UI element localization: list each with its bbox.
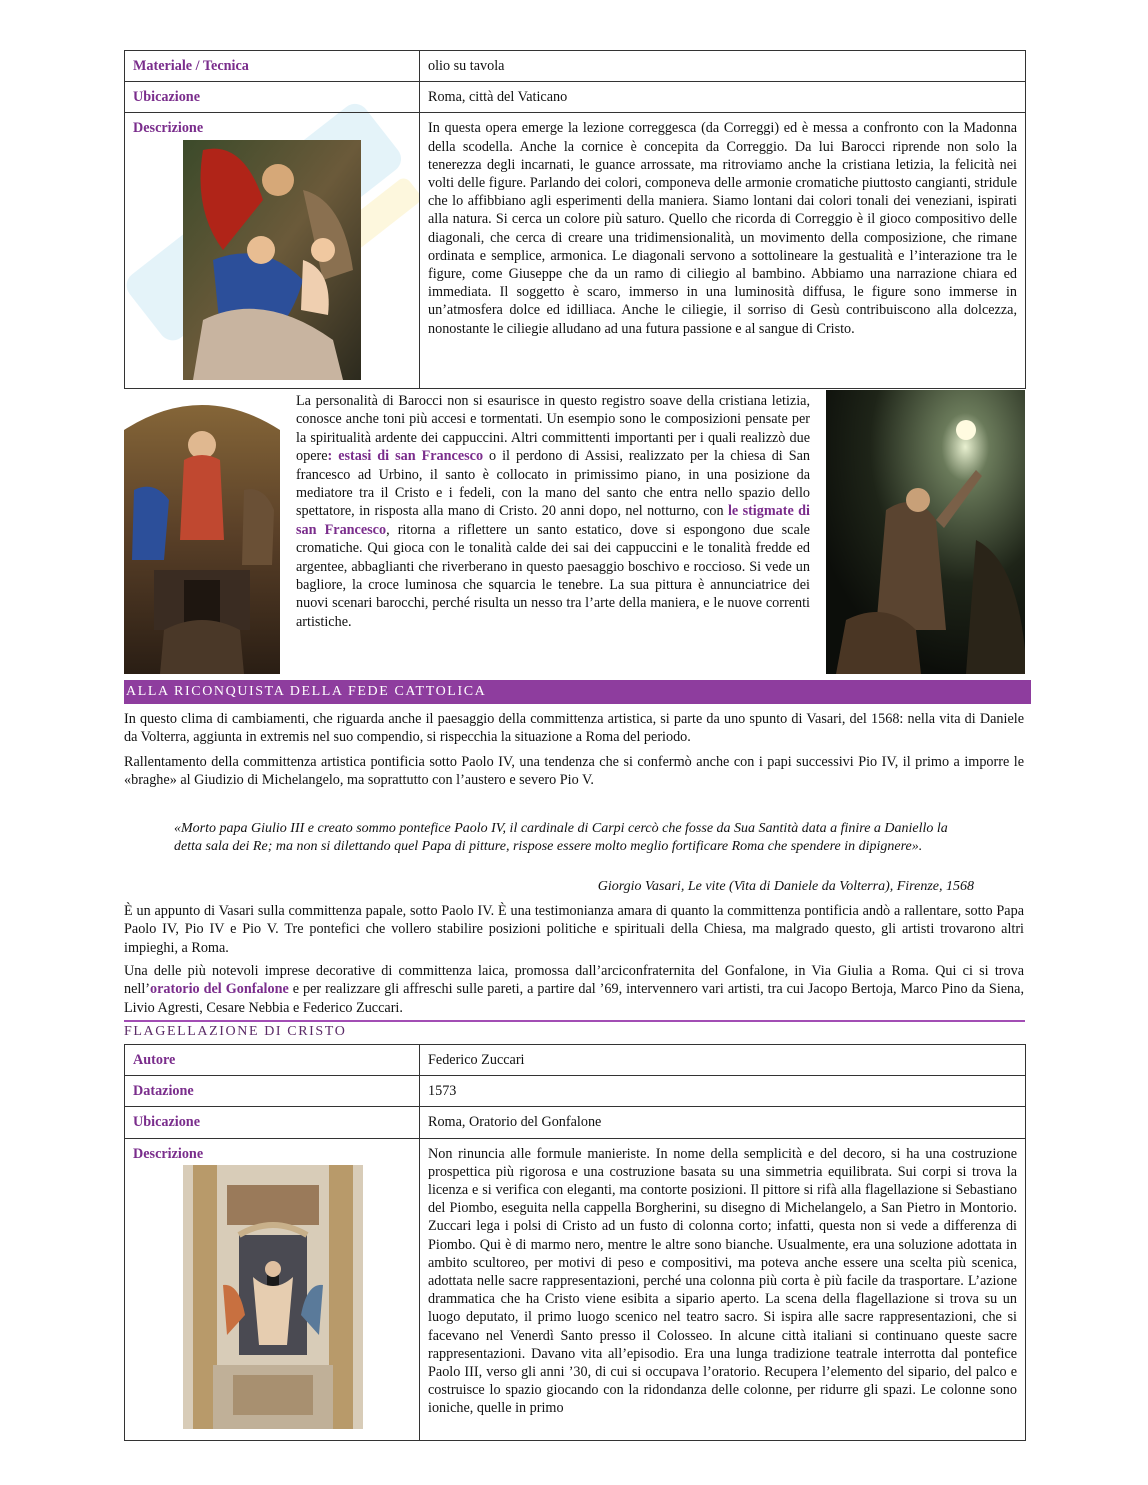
description-cell xyxy=(125,1138,420,1440)
description-text: Non rinuncia alle formule manieriste. In nome della semplicità e del decoro, si ha una costruzione prospettica più rigorosa e una costruzione basata su una simmetria equilibrata. Sui corpi si trova la licenza e si verifica con eleganti, ma contorte posizioni. Il pittore si rifà alla flagellazione si Sebastiano del Piombo, eseguita nella cappella Borgherini, su disegno di Michelangelo, a San Pietro in Montorio. Zuccari lega i polsi di Cristo ad un fusto di colonna corto; infatti, questa non si vede a differenza di Piombo. Qui è di marmo nero, mentre le altre sono bianche. Usualmente, era una soluzione adottata in ambito scultoreo, per motivi di peso e compositivi, ma poteva anche essere una scelta più scenica, adottata nelle sacre rappresentazioni, perché una colonna più corta è più facile da trasportare. L’azione drammatica che ha Cristo viene esibita a sipario aperto. La scena della flagellazione si trova su un luogo deputato, il primo luogo scenico nel teatro sacro. Si ispira alle sacre rappresentazioni, che si facevano nel Venerdì Santo presso il Colosseo. In alcune città italiani si continuano queste sacre rappresentazioni. Davano vita all’episodio. Era una lunga tradizione teatrale interrotta dal pontefice Paolo III, verso gli anni ’30, di cui si occupava l’oratorio. Recupera l’elemento del sipario, del palco e costruisce lo spazio giocando con la ridondanza delle colonne, per ridurre gli spazi. Le colonne sono ioniche, quelle in primo xyxy=(420,1138,1026,1440)
row-label: Ubicazione xyxy=(125,82,420,113)
table-row xyxy=(125,1045,1026,1076)
table-row xyxy=(125,1107,1026,1138)
barocci-paragraph xyxy=(296,392,810,631)
row-label: Autore xyxy=(125,1045,420,1076)
highlight-estasi: : estasi di san Francesco xyxy=(327,448,484,465)
text-span: Una delle più notevoli imprese decorative di committenza laica, promossa dall’arciconfraternita del Gonfalone, in Via Giulia a Roma. Qui ci si trova nell’ xyxy=(124,963,1024,998)
row-value: 1573 xyxy=(420,1076,1026,1107)
quote-citation: Giorgio Vasari, Le vite (Vita di Daniele da Volterra), Firenze, 1568 xyxy=(597,879,974,894)
text-span: , ritorna a riflettere un santo estatico, dove si espongono due scale cromatiche. Qui gioca con le tonalità calde dei sai dei cappuccini e le tonalità fredde ed argentee, abbaglianti che riverberano in questo paesaggio boschivo e roccioso. Si vede un bagliore, la croce luminosa che squarcia le tenebre. La sua pittura è annunciatrice dei nuovi scenari barocchi, perché risulta un nesso tra l’arte della maniera, e le nuove correnti artistiche. xyxy=(296,521,810,630)
highlight-oratorio: oratorio del Gonfalone xyxy=(150,981,289,998)
vasari-quote: «Morto papa Giulio III e creato sommo pontefice Paolo IV, il cardinale di Carpi cercò che fosse da Sua Santità data a finire a Daniello la detta sala dei Re; ma non si dilettando quel Papa di pitture, rispose essere molto meglio fortificare Roma che spendere in dipignere». xyxy=(174,821,948,855)
table-row xyxy=(125,51,1026,82)
row-value: Federico Zuccari xyxy=(420,1045,1026,1076)
paragraph-3: È un appunto di Vasari sulla committenza papale, sotto Paolo IV. È una testimonianza amara di quanto la committenza pontificia andò a rallentare, sotto Papa Paolo IV, Pio IV e Pio V. Tre pontefici che vollero stabilire posizioni politiche e spirituali della Chiesa, ma malgrado questo, gli artisti trovarono altri impieghi, a Roma. xyxy=(124,903,1024,956)
paragraph-4 xyxy=(124,962,1024,1017)
row-value: olio su tavola xyxy=(420,51,1026,82)
text-span: o il perdono di Assisi, realizzato per la chiesa di San francesco ad Urbino, il santo è collocato in primissimo piano, in una posizione da mediatore tra il Cristo e i fedeli, con la mano del santo che entra nello spazio dello spettatore, in risposta alla mano di Cristo. 20 anni dopo, nel notturno, con xyxy=(296,448,810,520)
paragraph-2: Rallentamento della committenza artistica pontificia sotto Paolo IV, una tendenza che si confermò anche con i papi successivi Pio IV, il primo a imporre le «braghe» al Giudizio di Michelangelo, ma soprattutto con l’austero e severo Pio V. xyxy=(124,754,1024,789)
row-label: Descrizione xyxy=(133,1145,204,1162)
row-value: Roma, Oratorio del Gonfalone xyxy=(420,1107,1026,1138)
painting-perdono-assisi-image xyxy=(124,390,280,674)
description-cell xyxy=(125,113,420,389)
text-span: e per realizzare gli affreschi sulle pareti, a partire dal ’69, intervennero vari artisti, tra cui Jacopo Bertoja, Marco Pino da Siena, Livio Agresti, Cesare Nebbia e Federico Zuccari. xyxy=(124,981,1024,1016)
section-header-flagellazione: FLAGELLAZIONE DI CRISTO xyxy=(124,1020,1025,1042)
row-label: Datazione xyxy=(125,1076,420,1107)
table-row xyxy=(125,1076,1026,1107)
section-header-riconquista: ALLA RICONQUISTA DELLA FEDE CATTOLICA xyxy=(124,680,1031,704)
artwork-table-2 xyxy=(124,1044,1026,1441)
table-row xyxy=(125,1138,1026,1440)
description-text: In questa opera emerge la lezione correggesca (da Correggi) ed è messa a confronto con la Madonna della scodella. Anche la cornice è concepita da Correggio. Da lui Barocci riprende non solo la tenerezza degli incarnati, le guance arrossate, ma ritroviamo anche la cristiana letizia, la felicità nei volti delle figure. Parlando dei colori, componeva delle armonie cromatiche piuttosto cangianti, stridule che lo affibbiano agli esperimenti della maniera. Siamo lontani dai colori tonali dei veneziani, ispirati alla natura. Si cerca un colore più saturo. Quello che ricorda di Correggio è il gioco compositivo delle diagonali, che cerca di creare una tridimensionalità, un movimento della composizione, che rimane ordinata e semplice, armonica. Le diagonali servono a sottolineare la gestualità e l’interazione tra le figure, come Giuseppe che da un ramo di ciliegio al bambino. Abbiamo una narrazione chiara ed immediata. Il soggetto è scaro, immerso in una luminosità diffusa, le figure sono immerse in un’atmosfera dolce ed idilliaca. Anche le ciliegie, il sorriso di Gesù contribuiscono alla dolcezza, nonostante le ciliegie alludano ad una futura passione e al sangue di Cristo. xyxy=(420,113,1026,389)
painting-stigmate-image xyxy=(826,390,1025,674)
row-value: Roma, città del Vaticano xyxy=(420,82,1026,113)
paragraph-1: In questo clima di cambiamenti, che riguarda anche il paesaggio della committenza artistica, si parte da uno spunto di Vasari, del 1568: nella vita di Daniele da Volterra, aggiunta in extremis nel suo compendio, si rispecchia la situazione a Roma del periodo. xyxy=(124,711,1024,746)
highlight-stigmate: le stigmate di san Francesco xyxy=(296,503,810,538)
row-label: Ubicazione xyxy=(125,1107,420,1138)
text-span: La personalità di Barocci non si esaurisce in questo registro soave della cristiana letizia, conosce anche toni più accesi e tormentati. Un esempio sono le composizioni pensate per la spiritualità ardente dei cappuccini. Altri committenti importanti per i quali realizzò due opere xyxy=(296,393,810,465)
row-label: Descrizione xyxy=(133,120,204,137)
artwork-table-1 xyxy=(124,50,1026,389)
table-row xyxy=(125,82,1026,113)
fresco-flagellazione-image xyxy=(183,1165,363,1429)
row-label: Materiale / Tecnica xyxy=(125,51,420,82)
table-row xyxy=(125,113,1026,389)
painting-madonna-image xyxy=(183,140,361,380)
